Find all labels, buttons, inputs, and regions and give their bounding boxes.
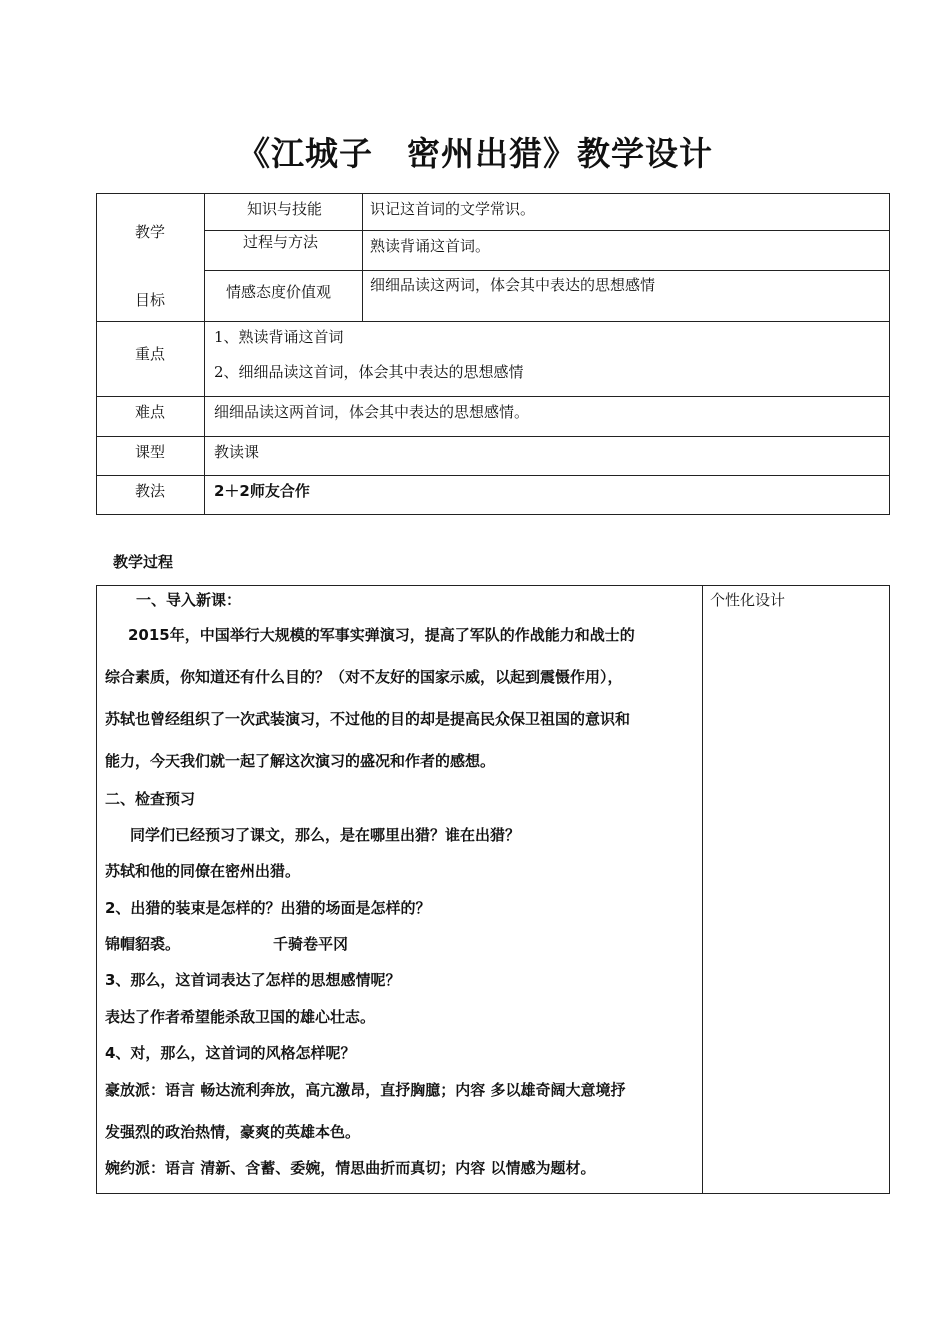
method-label: 教法 bbox=[135, 482, 166, 500]
process-line: 豪放派：语言 畅达流利奔放，高亢激昂，直抒胸臆；内容 多以雄奇阔大意境抒 bbox=[105, 1081, 626, 1099]
key-point-item: 2、细细品读这首词，体会其中表达的思想感情 bbox=[214, 363, 524, 381]
process-line: 同学们已经预习了课文，那么，是在哪里出猎？谁在出猎？ bbox=[130, 826, 521, 844]
process-line: 3、那么，这首词表达了怎样的思想感情呢？ bbox=[105, 971, 401, 989]
process-line: 能力，今天我们就一起了解这次演习的盛况和作者的感想。 bbox=[105, 752, 496, 770]
process-line: 表达了作者希望能杀敌卫国的雄心壮志。 bbox=[105, 1008, 376, 1026]
process-line: 苏轼也曾经组织了一次武装演习，不过他的目的却是提高民众保卫祖国的意识和 bbox=[105, 710, 631, 728]
process-line: 千骑卷平冈 bbox=[273, 935, 349, 953]
goal-name: 过程与方法 bbox=[243, 233, 319, 251]
page-title: 《江城子 密州出猎》教学设计 bbox=[237, 134, 713, 173]
process-line: 一、导入新课： bbox=[136, 591, 242, 609]
difficulty-label: 难点 bbox=[135, 403, 166, 421]
personalized-design-label: 个性化设计 bbox=[710, 591, 786, 609]
goal-content: 熟读背诵这首词。 bbox=[370, 237, 491, 255]
process-line: 婉约派：语言 清新、含蓄、委婉，情思曲折而真切；内容 以情感为题材。 bbox=[105, 1159, 596, 1177]
objectives-label-bottom: 目标 bbox=[135, 291, 166, 309]
goal-name: 知识与技能 bbox=[247, 200, 323, 218]
method-content: 2＋2师友合作 bbox=[214, 482, 310, 500]
goal-content: 识记这首词的文学常识。 bbox=[370, 200, 536, 218]
goal-content: 细细品读这两词，体会其中表达的思想感情 bbox=[370, 276, 656, 294]
process-heading: 教学过程 bbox=[113, 553, 174, 571]
process-line: 锦帽貂裘。 bbox=[105, 935, 181, 953]
objectives-label-top: 教学 bbox=[135, 223, 166, 241]
process-line: 4、对，那么，这首词的风格怎样呢？ bbox=[105, 1044, 356, 1062]
lesson-type-label: 课型 bbox=[135, 443, 166, 461]
process-line: 苏轼和他的同僚在密州出猎。 bbox=[105, 862, 301, 880]
lesson-type-content: 教读课 bbox=[214, 443, 260, 461]
process-line: 2015年，中国举行大规模的军事实弹演习，提高了军队的作战能力和战士的 bbox=[128, 626, 635, 644]
process-line: 发强烈的政治热情，豪爽的英雄本色。 bbox=[105, 1123, 361, 1141]
goal-name: 情感态度价值观 bbox=[226, 283, 332, 301]
difficulty-content: 细细品读这两首词，体会其中表达的思想感情。 bbox=[214, 403, 530, 421]
key-point-item: 1、熟读背诵这首词 bbox=[214, 328, 344, 346]
process-line: 2、出猎的装束是怎样的？出猎的场面是怎样的？ bbox=[105, 899, 431, 917]
key-points-label: 重点 bbox=[135, 345, 166, 363]
process-line: 二、检查预习 bbox=[105, 790, 196, 808]
process-line: 综合素质，你知道还有什么目的？（对不友好的国家示威，以起到震慑作用）， bbox=[105, 668, 623, 686]
